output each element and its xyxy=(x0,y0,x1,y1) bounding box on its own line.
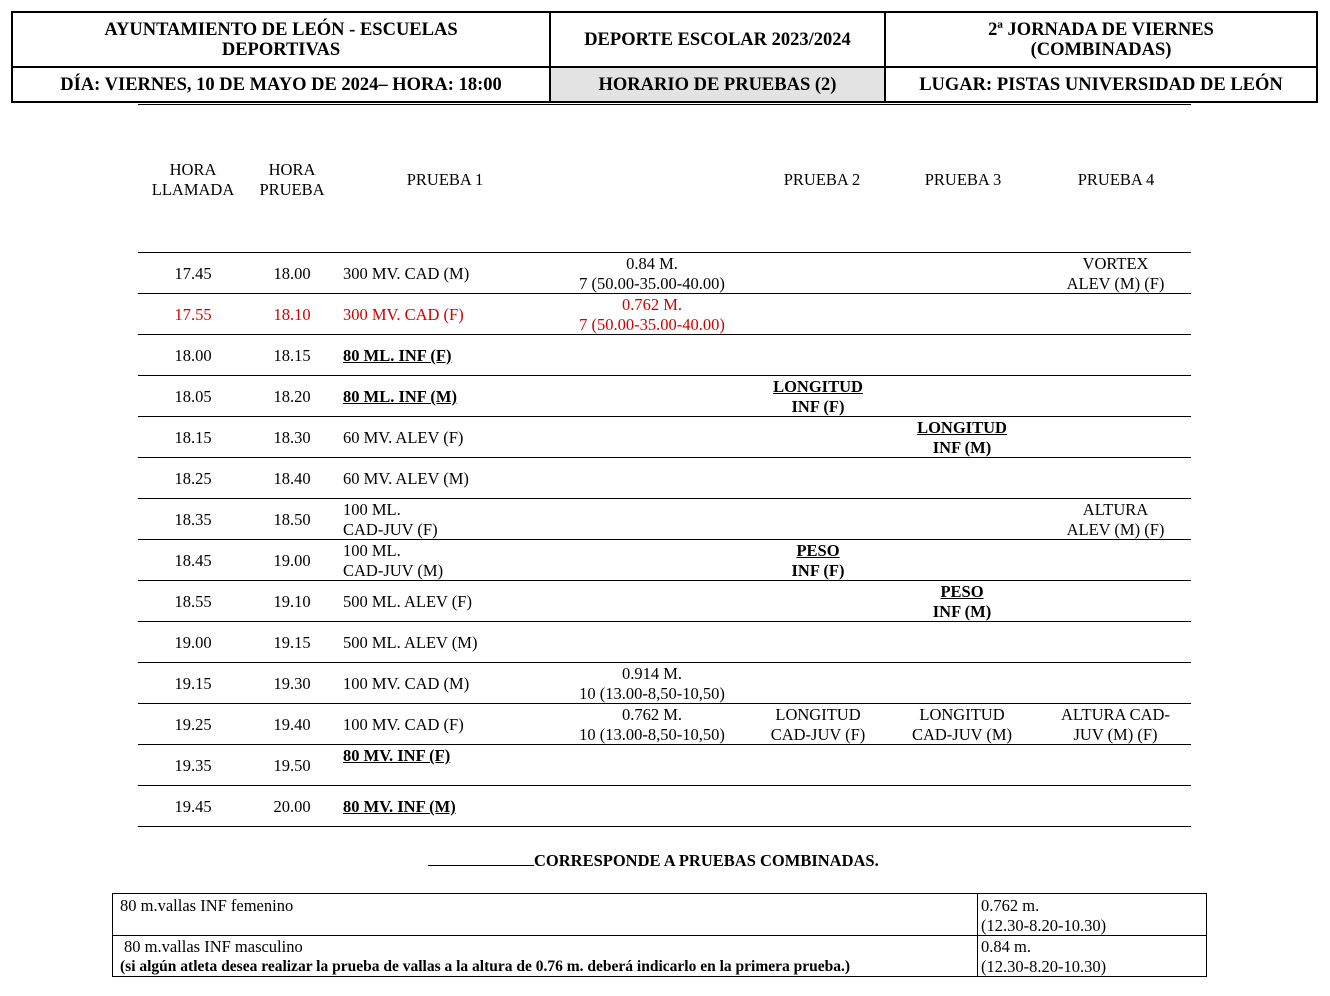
hurdle-height: 0.762 M. xyxy=(621,295,683,314)
row-divider xyxy=(138,621,1191,622)
row-divider xyxy=(138,662,1191,663)
col-prueba-3: PRUEBA 3 xyxy=(924,170,1002,189)
hora-prueba: 19.15 xyxy=(273,633,311,652)
hora-llamada: 18.05 xyxy=(174,387,212,406)
hurdle-spacing: 7 (50.00-35.00-40.00) xyxy=(579,274,725,293)
p3-category: INF (M) xyxy=(932,438,992,457)
prueba1-category: CAD-JUV (M) xyxy=(343,561,444,580)
p3-event: LONGITUD xyxy=(919,705,1005,724)
p3-category: CAD-JUV (M) xyxy=(911,725,1013,744)
hora-prueba: 19.10 xyxy=(273,592,311,611)
p2-event: PESO xyxy=(796,541,840,560)
jornada-title: 2ª JORNADA DE VIERNES (COMBINADAS) xyxy=(988,19,1214,60)
p2-event: LONGITUD xyxy=(775,705,861,724)
row-divider xyxy=(138,826,1191,827)
p4-event: VORTEX xyxy=(1082,254,1149,273)
prueba1-event: 80 ML. INF (F) xyxy=(343,346,452,365)
hora-llamada: 19.45 xyxy=(174,797,212,816)
hora-prueba: 19.50 xyxy=(273,756,311,775)
prueba1-event: 60 MV. ALEV (F) xyxy=(343,428,464,447)
p2-category: CAD-JUV (F) xyxy=(770,725,866,744)
hora-prueba: 18.30 xyxy=(273,428,311,447)
row-divider xyxy=(138,457,1191,458)
prueba1-category: CAD-JUV (F) xyxy=(343,520,438,539)
hurdle-spacing: 10 (13.00-8,50-10,50) xyxy=(579,725,725,744)
p4-event: ALTURA CAD- xyxy=(1061,705,1170,724)
hurdle-spacing: 7 (50.00-35.00-40.00) xyxy=(579,315,725,334)
hora-prueba: 19.40 xyxy=(273,715,311,734)
prueba1-event: 80 MV. INF (M) xyxy=(343,797,456,816)
p4-category: JUV (M) (F) xyxy=(1073,725,1158,744)
hurdle-height: 0.914 M. xyxy=(621,664,683,683)
hora-prueba: 18.40 xyxy=(273,469,311,488)
legend-row2-note: (si algún atleta desea realizar la prueba de vallas a la altura de 0.76 m. deberá indicarlo en la primera prueba.) xyxy=(120,958,851,975)
hora-llamada: 18.25 xyxy=(174,469,212,488)
row-divider xyxy=(138,580,1191,581)
hurdle-spacing: 10 (13.00-8,50-10,50) xyxy=(579,684,725,703)
place: LUGAR: PISTAS UNIVERSIDAD DE LEÓN xyxy=(919,74,1283,95)
hora-prueba: 19.30 xyxy=(273,674,311,693)
row-divider xyxy=(138,334,1191,335)
prueba1-event: 500 ML. ALEV (M) xyxy=(343,633,478,652)
schedule-title: HORARIO DE PRUEBAS (2) xyxy=(551,68,884,101)
col-prueba-4: PRUEBA 4 xyxy=(1077,170,1155,189)
prueba1-event: 60 MV. ALEV (M) xyxy=(343,469,469,488)
p2-event: LONGITUD xyxy=(773,377,863,396)
hora-prueba: 18.00 xyxy=(273,264,311,283)
legend-row1-label: 80 m.vallas INF femenino xyxy=(120,896,294,915)
hora-llamada: 18.45 xyxy=(174,551,212,570)
program-title: DEPORTE ESCOLAR 2023/2024 xyxy=(584,29,851,50)
prueba1-event: 500 ML. ALEV (F) xyxy=(343,592,472,611)
hora-llamada: 19.00 xyxy=(174,633,212,652)
org-title: AYUNTAMIENTO DE LEÓN - ESCUELAS DEPORTIVAS xyxy=(104,19,458,60)
p3-event: LONGITUD xyxy=(917,418,1007,437)
hora-prueba: 20.00 xyxy=(273,797,311,816)
row-divider xyxy=(138,498,1191,499)
hurdle-height: 0.84 M. xyxy=(626,254,678,273)
row-divider xyxy=(138,744,1191,745)
col-prueba-2: PRUEBA 2 xyxy=(783,170,861,189)
row-divider xyxy=(138,785,1191,786)
prueba1-event: 80 ML. INF (M) xyxy=(343,387,457,406)
prueba1-event: 100 MV. CAD (M) xyxy=(343,674,470,693)
combined-note-text: CORRESPONDE A PRUEBAS COMBINADAS. xyxy=(534,851,879,870)
prueba1-event: 100 ML. xyxy=(343,541,401,560)
underline-marker xyxy=(428,850,534,866)
hurdles-legend xyxy=(112,893,1207,977)
row-divider xyxy=(138,703,1191,704)
prueba1-event: 100 ML. xyxy=(343,500,401,519)
hora-llamada: 18.35 xyxy=(174,510,212,529)
hora-llamada: 19.35 xyxy=(174,756,212,775)
p3-event: PESO xyxy=(940,582,984,601)
col-hora-prueba: HORA PRUEBA xyxy=(259,160,325,199)
legend-row2-distances: (12.30-8.20-10.30) xyxy=(981,957,1107,976)
prueba1-event: 300 MV. CAD (M) xyxy=(343,264,470,283)
p3-category: INF (M) xyxy=(932,602,992,621)
p4-category: ALEV (M) (F) xyxy=(1066,520,1165,539)
hora-prueba: 18.10 xyxy=(273,305,311,324)
hora-prueba: 18.20 xyxy=(273,387,311,406)
legend-row1-distances: (12.30-8.20-10.30) xyxy=(981,916,1107,935)
legend-row2-height: 0.84 m. xyxy=(981,937,1031,956)
hora-prueba: 19.00 xyxy=(273,551,311,570)
row-divider xyxy=(138,293,1191,294)
col-hora-llamada: HORA LLAMADA xyxy=(151,160,235,199)
legend-row1-height: 0.762 m. xyxy=(981,896,1040,915)
p4-event: ALTURA xyxy=(1082,500,1149,519)
col-prueba-1: PRUEBA 1 xyxy=(406,170,484,189)
p4-category: ALEV (M) (F) xyxy=(1066,274,1165,293)
combined-note xyxy=(428,850,879,871)
row-divider xyxy=(138,416,1191,417)
hora-llamada: 19.15 xyxy=(174,674,212,693)
hora-prueba: 18.15 xyxy=(273,346,311,365)
date-time: DÍA: VIERNES, 10 DE MAYO DE 2024– HORA: 18:00 xyxy=(60,74,502,95)
prueba1-event: 80 MV. INF (F) xyxy=(343,746,451,765)
prueba1-event: 300 MV. CAD (F) xyxy=(343,305,464,324)
hora-llamada: 19.25 xyxy=(174,715,212,734)
hora-llamada: 17.55 xyxy=(174,305,212,324)
hora-llamada: 18.00 xyxy=(174,346,212,365)
row-divider xyxy=(138,375,1191,376)
row-divider xyxy=(138,539,1191,540)
p2-category: INF (F) xyxy=(791,561,845,580)
legend-row2-label: 80 m.vallas INF masculino xyxy=(124,937,303,956)
prueba1-event: 100 MV. CAD (F) xyxy=(343,715,464,734)
p2-category: INF (F) xyxy=(791,397,845,416)
hora-llamada: 17.45 xyxy=(174,264,212,283)
hurdle-height: 0.762 M. xyxy=(621,705,683,724)
hora-prueba: 18.50 xyxy=(273,510,311,529)
hora-llamada: 18.55 xyxy=(174,592,212,611)
hora-llamada: 18.15 xyxy=(174,428,212,447)
